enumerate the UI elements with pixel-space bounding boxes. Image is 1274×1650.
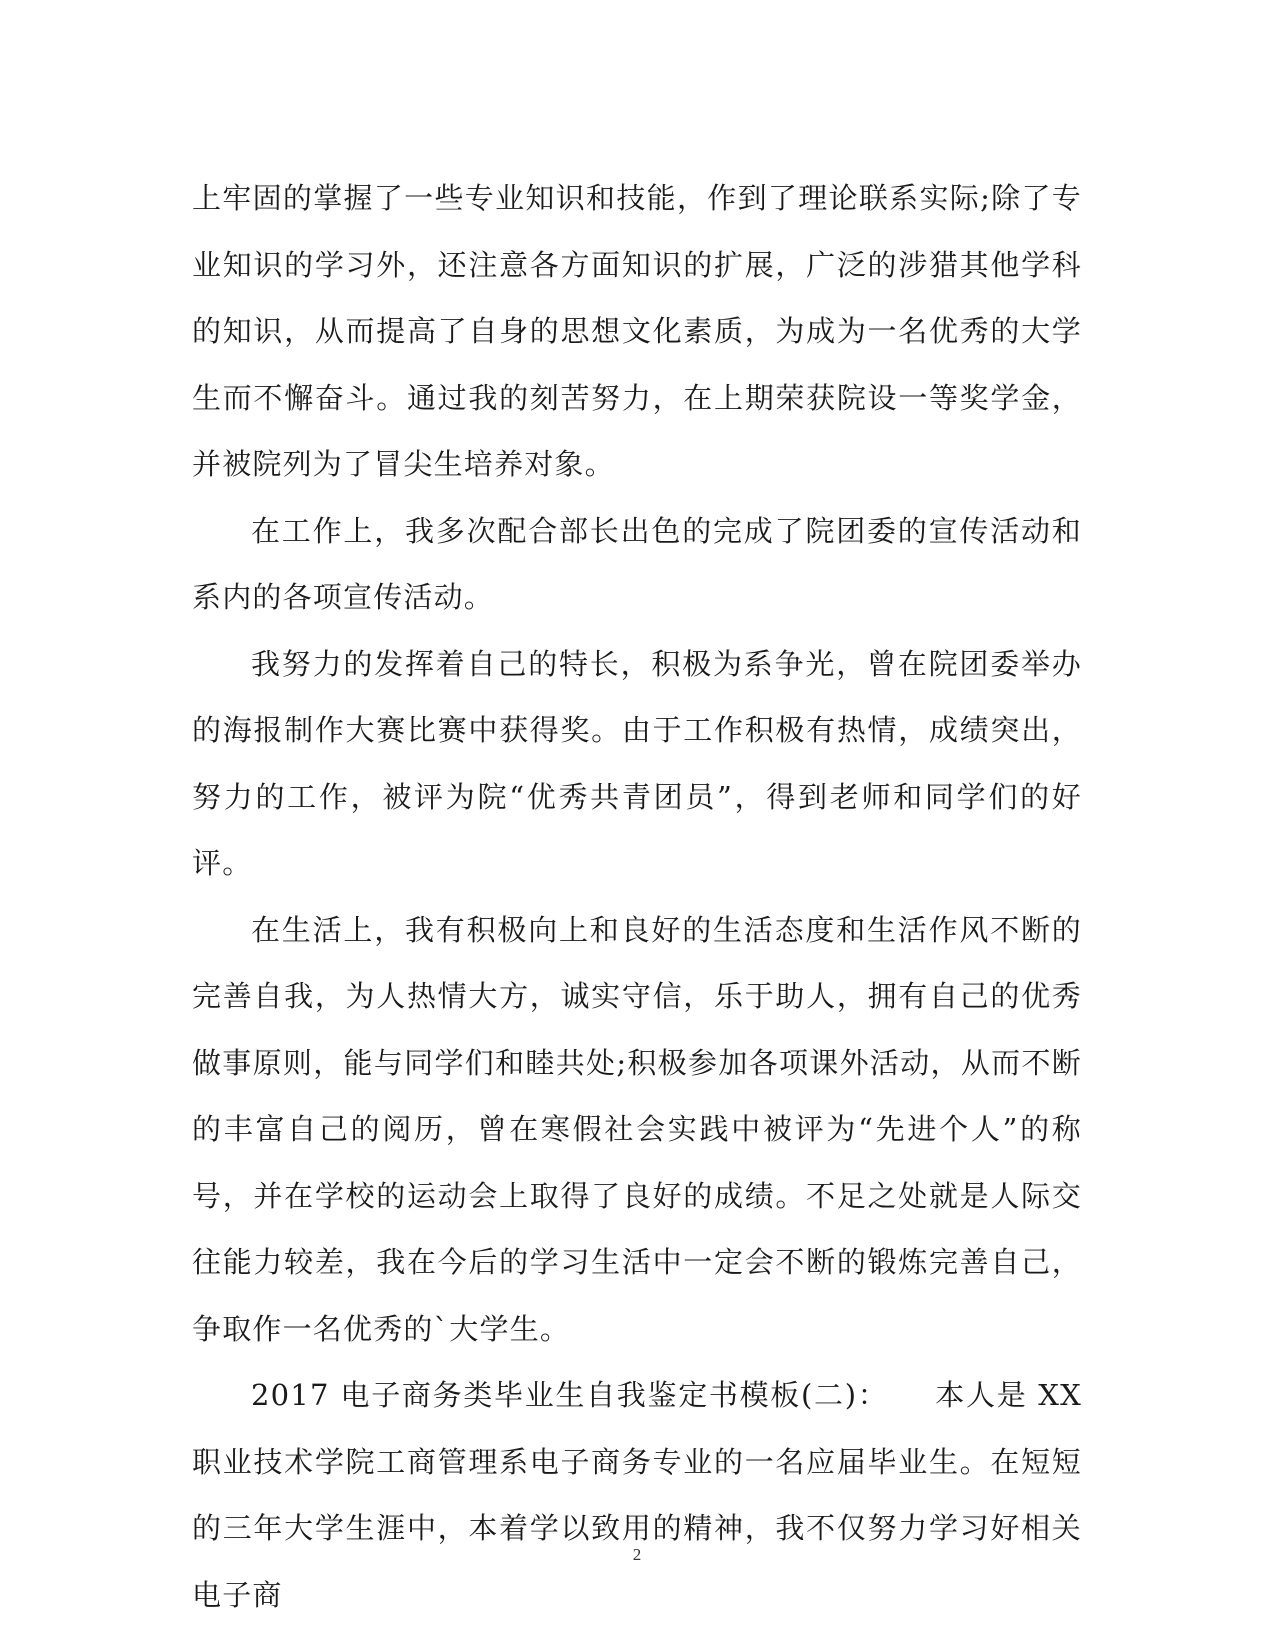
paragraph-study: 上牢固的掌握了一些专业知识和技能，作到了理论联系实际;除了专业知识的学习外，还注意各方面知识的扩展，广泛的涉猎其他学科的知识，从而提高了自身的思想文化素质，为成为一名优秀的大学生而不懈奋斗。通过我的刻苦努力，在上期荣获院设一等奖学金，并被院列为了冒尖生培养对象。: [192, 181, 1082, 481]
paragraph-awards: 我努力的发挥着自己的特长，积极为系争光，曾在院团委举办的海报制作大赛比赛中获得奖。由于工作积极有热情，成绩突出，努力的工作，被评为院“优秀共青团员”，得到老师和同学们的好评。: [192, 646, 1082, 880]
paragraph-template-two: 2017 电子商务类毕业生自我鉴定书模板(二)： 本人是 XX 职业技术学院工商管理系电子商务专业的一名应届毕业生。在短短的三年大学生涯中，本着学以致用的精神，我不仅努力学习好相关电子商: [192, 1378, 1082, 1612]
page-number: 2: [632, 1545, 642, 1564]
document-body: [192, 165, 1082, 1628]
paragraph-work: 在工作上，我多次配合部长出色的完成了院团委的宣传活动和系内的各项宣传活动。: [192, 513, 1082, 614]
paragraph-life: 在生活上，我有积极向上和良好的生活态度和生活作风不断的完善自我，为人热情大方，诚实守信，乐于助人，拥有自己的优秀做事原则，能与同学们和睦共处;积极参加各项课外活动，从而不断的丰富自己的阅历，曾在寒假社会实践中被评为“先进个人”的称号，并在学校的运动会上取得了良好的成绩。不足之处就是人际交往能力较差，我在今后的学习生活中一定会不断的锻炼完善自己，争取作一名优秀的`大学生。: [192, 912, 1082, 1346]
